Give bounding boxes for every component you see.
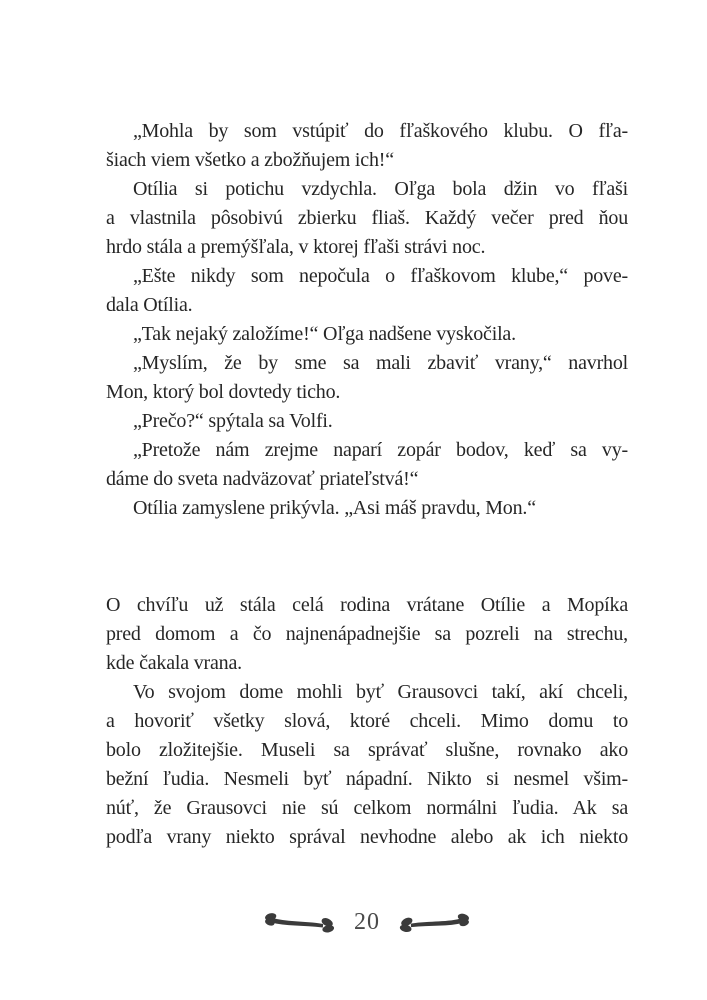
text-line: a vlastnila pôsobivú zbierku fliaš. Každý večer pred ňou <box>106 207 628 229</box>
page-text <box>106 117 628 852</box>
text-line: „Pretože nám zrejme naparí zopár bodov, keď sa vy- <box>133 439 628 461</box>
text-line: „Ešte nikdy som nepočula o fľaškovom klube,“ pove- <box>133 265 628 287</box>
text-line: podľa vrany niekto správal nevhodne alebo ak ich niekto <box>106 826 628 848</box>
text-line: pred domom a čo najnenápadnejšie sa pozreli na strechu, <box>106 623 628 645</box>
text-line: šiach viem všetko a zbožňujem ich!“ <box>106 149 394 171</box>
text-line: bežní ľudia. Nesmeli byť nápadní. Nikto si nesmel všim- <box>106 768 628 790</box>
text-line: kde čakala vrana. <box>106 652 242 674</box>
text-line: O chvíľu už stála celá rodina vrátane Otílie a Mopíka <box>106 594 628 616</box>
text-line: hrdo stála a premýšľala, v ktorej fľaši strávi noc. <box>106 236 486 258</box>
text-line: dáme do sveta nadväzovať priateľstvá!“ <box>106 468 419 490</box>
text-line: Otília zamyslene prikývla. „Asi máš pravdu, Mon.“ <box>133 497 536 519</box>
text-line: Mon, ktorý bol dovtedy ticho. <box>106 381 341 403</box>
bone-icon <box>263 908 339 935</box>
text-line: núť, že Grausovci nie sú celkom normálni ľudia. Ak sa <box>106 797 628 819</box>
text-line: a hovoriť všetky slová, ktoré chceli. Mimo domu to <box>106 710 628 732</box>
text-line: Otília si potichu vzdychla. Oľga bola džin vo fľaši <box>133 178 628 200</box>
text-line: bolo zložitejšie. Museli sa správať slušne, rovnako ako <box>106 739 628 761</box>
bone-icon <box>394 909 470 935</box>
text-line: Vo svojom dome mohli byť Grausovci takí, akí chceli, <box>133 681 628 703</box>
text-line: „Myslím, že by sme sa mali zbaviť vrany,“ navrhol <box>133 352 628 374</box>
text-line: „Mohla by som vstúpiť do fľaškového klubu. O fľa- <box>133 120 628 142</box>
page-footer <box>106 905 628 939</box>
text-line: „Tak nejaký založíme!“ Oľga nadšene vyskočila. <box>133 323 516 345</box>
text-line: „Prečo?“ spýtala sa Volfi. <box>133 410 333 432</box>
text-line: dala Otília. <box>106 294 193 316</box>
page-number: 20 <box>354 909 380 935</box>
section-break <box>106 523 628 591</box>
